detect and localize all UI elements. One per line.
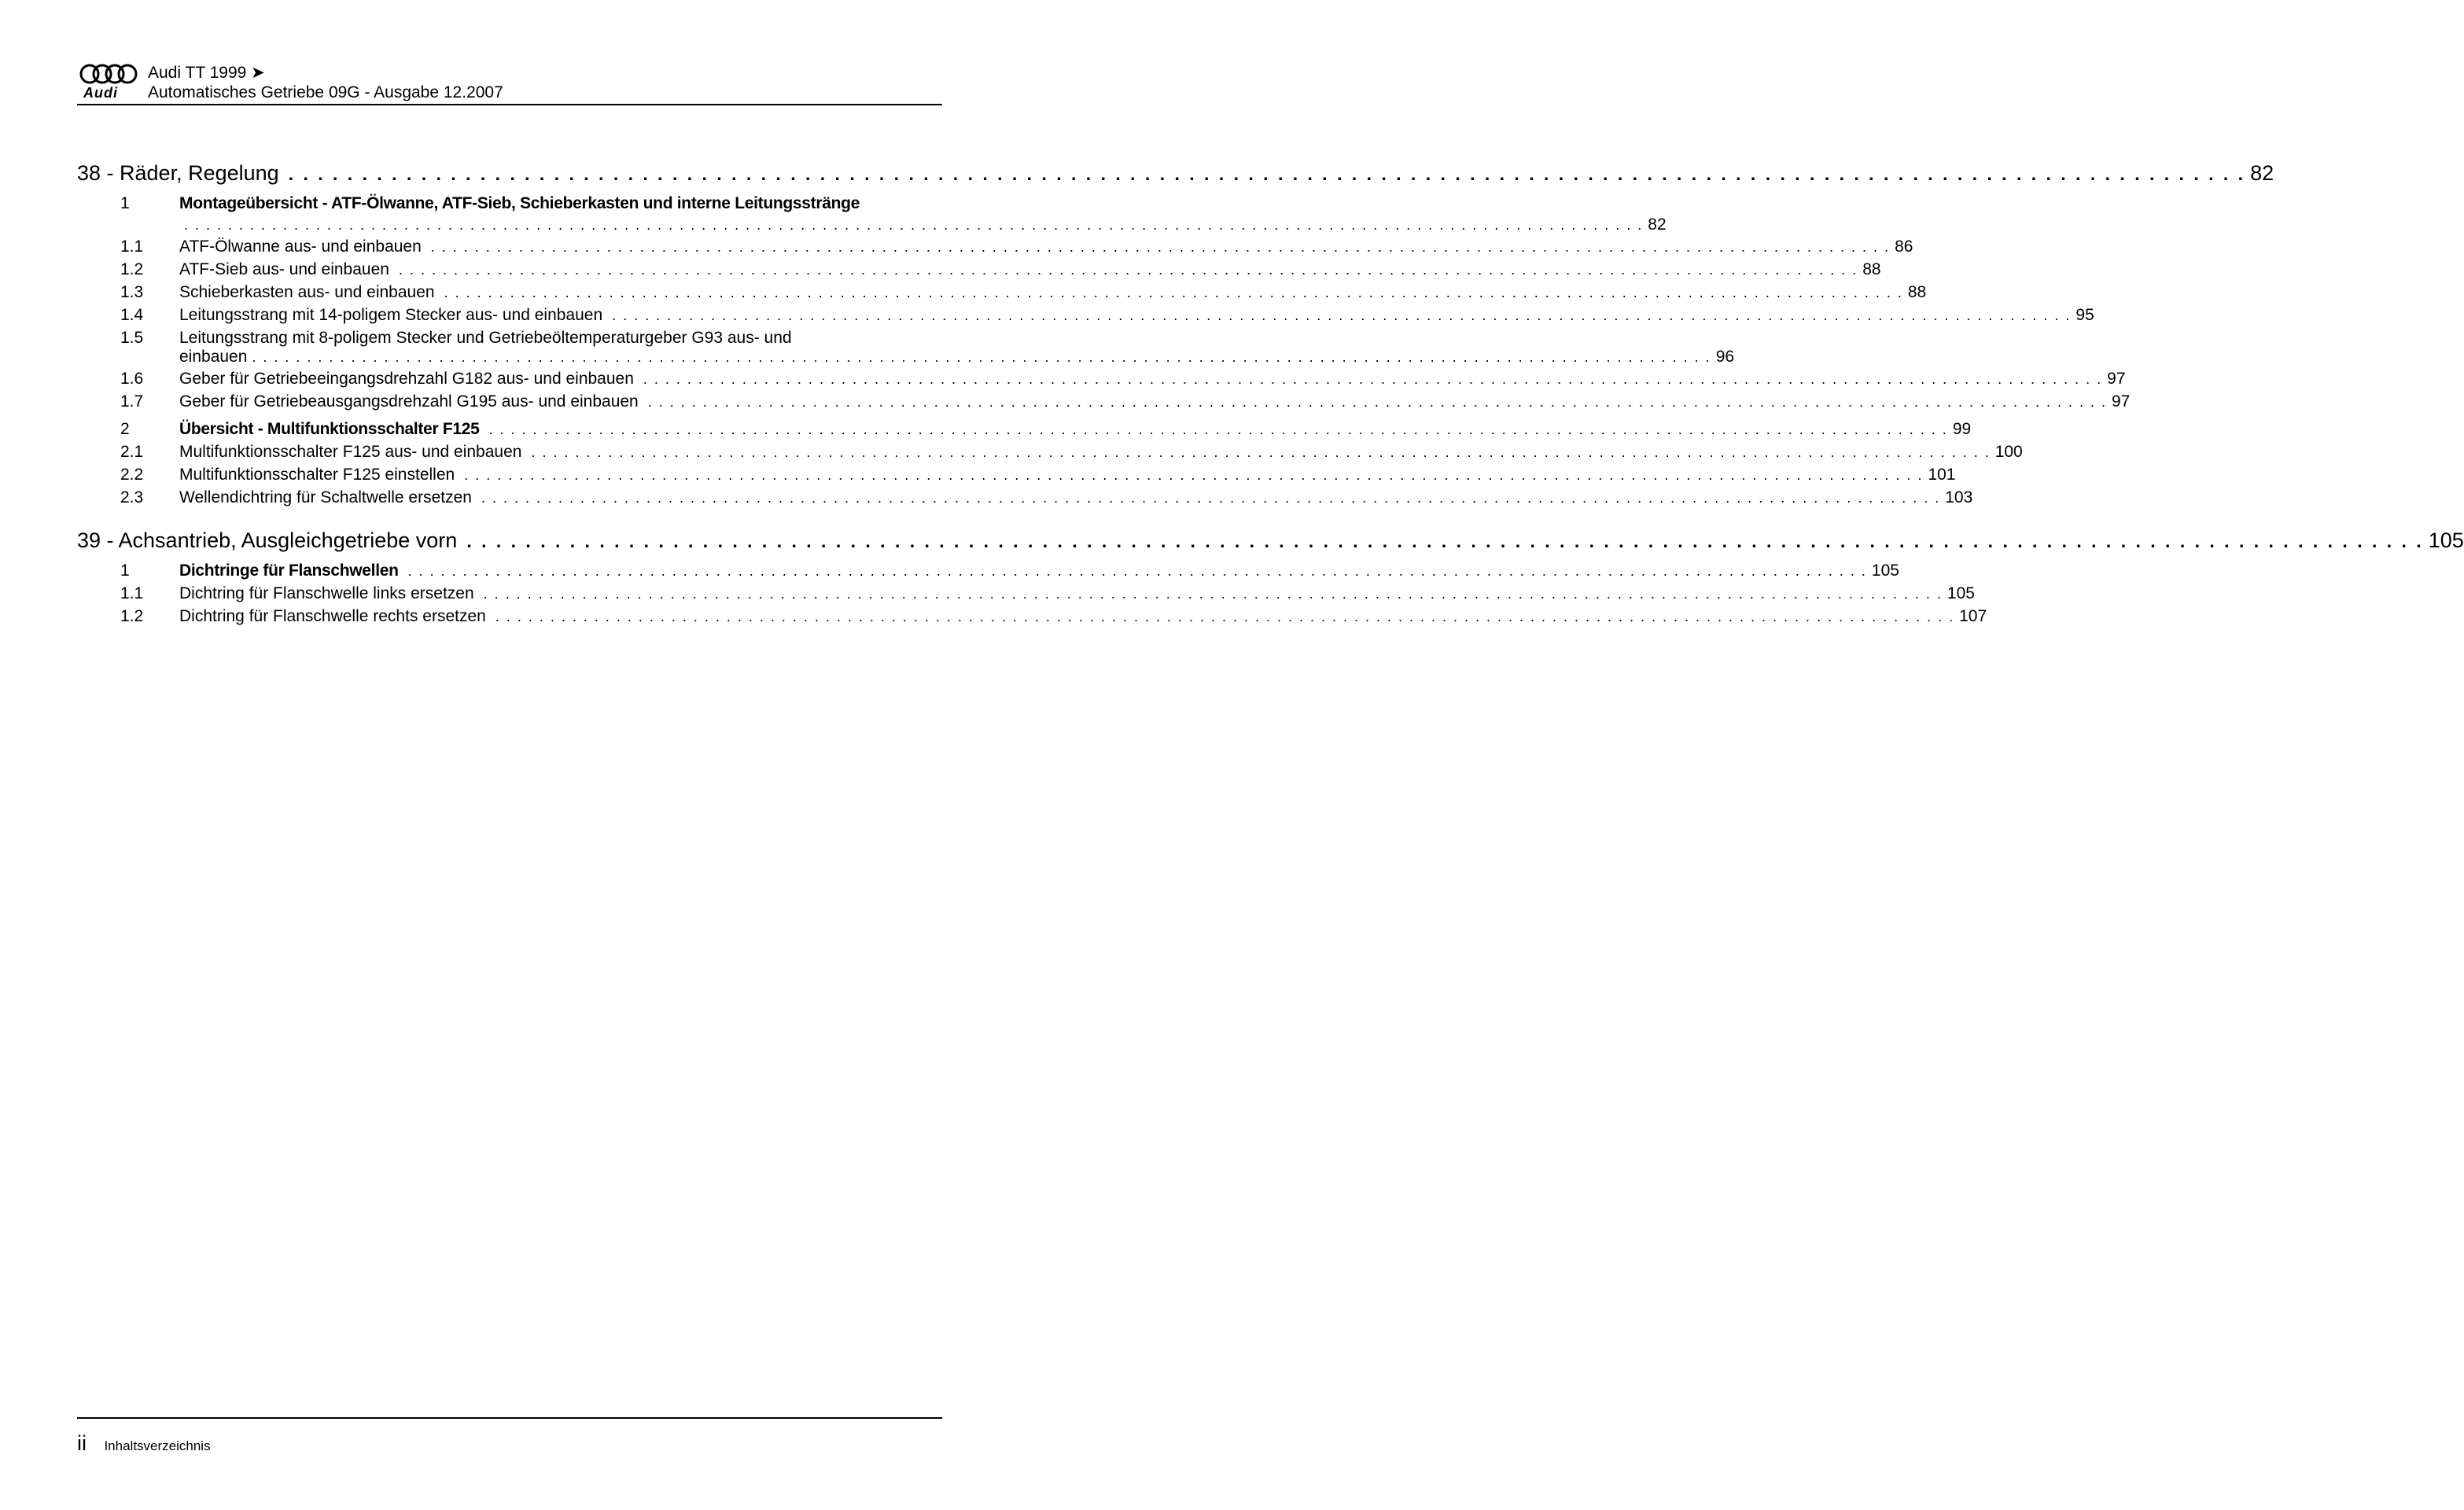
toc-entry-title: Dichtring für Flanschwelle links ersetzen [179, 584, 474, 602]
toc-entry-38-2[interactable] [77, 420, 1972, 443]
toc-page-number: 97 [2107, 370, 2126, 388]
toc-entry-38-1-1[interactable] [77, 238, 1913, 260]
toc-page-number: 105 [1947, 584, 1975, 602]
audi-logo [77, 61, 140, 101]
toc-page-number: 100 [1994, 443, 2023, 461]
audi-wordmark: Audi [83, 85, 118, 101]
page-footer [77, 1431, 211, 1456]
toc-entry-title: Dichtringe für Flanschwellen [179, 562, 399, 580]
toc-entry-title: Dichtring für Flanschwelle rechts ersetzen [179, 607, 486, 625]
toc-entry-title-continued: einbauen [179, 348, 248, 366]
toc-leader: . . . . . . . . . . . . . . . . . . . . . . . . . . . . . . . . . . . . . . . . . . . . . . . . . . . . . . . . . . . . . . . . . . . . . . . . . . . . . . . . . . . . . . . . . . . . . . . . . . . . . . . . . . . . . . . . . . . . . . . . . . . . . . . . . . . . . [483, 586, 1943, 602]
toc-leader: . . . . . . . . . . . . . . . . . . . . . . . . . . . . . . . . . . . . . . . . . . . . . . . . . . . . . . . . . . . . . . . . . . . . . . . . . . . . . . . . . . . . . . . . . . . . . . . . . . . . . . . . . . . . . . . . . . . . . . . . . . . . . . . . . . . . . [643, 371, 2103, 387]
toc-entry-title: Geber für Getriebeausgangsdrehzahl G195 aus- und einbauen [179, 392, 639, 411]
toc-entry-number: 1.2 [120, 260, 144, 278]
toc-page-number: 99 [1952, 420, 1972, 438]
toc-entry-title: Schieberkasten aus- und einbauen [179, 283, 435, 301]
toc-page-number: 86 [1895, 238, 1913, 256]
toc-page-number: 105 [2428, 528, 2464, 552]
audi-rings-icon [79, 63, 138, 85]
toc-page-number: 97 [2112, 392, 2131, 411]
toc-page-number: 88 [1862, 260, 1881, 278]
toc-page-number: 95 [2075, 306, 2094, 324]
toc-leader: . . . . . . . . . . . . . . . . . . . . . . . . . . . . . . . . . . . . . . . . . . . . . . . . . . . . . . . . . . . . . . . . . . . . . . . . . . . . . . . . . . . . . . . . . . . . . . . . . . . . . . . . . . . . . . . . . . . . . . . . . . . . . . . . . . . . . [531, 444, 1991, 460]
toc-entry-38-1-5[interactable] [77, 329, 1735, 370]
toc-entry-38-1-2[interactable] [77, 260, 1881, 283]
toc-entry-number: 1.1 [120, 238, 144, 256]
toc-entry-38-1-3[interactable] [77, 283, 1927, 306]
toc-entry-title: Leitungsstrang mit 8-poligem Stecker und Getriebeöltemperaturgeber G93 aus- und [179, 329, 792, 347]
toc-leader: . . . . . . . . . . . . . . . . . . . . . . . . . . . . . . . . . . . . . . . . . . . . . . . . . . . . . . . . . . . . . . . . . . . . . . . . . . . . . . . . . . . . . . . . . . . . . . . . . . . . . . . . . . . . . . . . . . . . . . . . . . . . . . . . . . . . . [398, 262, 1858, 278]
toc-leader: . . . . . . . . . . . . . . . . . . . . . . . . . . . . . . . . . . . . . . . . . . . . . . . . . . . . . . . . . . . . . . . . . . . . . . . . . . . . . . . . . . . . . . . . . . . . . . . . . . . . . . . . . . . . . . . . . . . . . . . . . . . . . . . . . . . . . [430, 239, 1891, 255]
toc-entry-number: 1.7 [120, 392, 144, 411]
toc-page-number: 105 [1871, 562, 1899, 580]
toc-entry-number: 2.1 [120, 443, 144, 461]
toc-leader: . . . . . . . . . . . . . . . . . . . . . . . . . . . . . . . . . . . . . . . . . . . . . . . . . . . . . . . . . . . . . . . . . . . . . . . . . . . . . . . . . . . . . . . . . . . . . . . . . . . . . . . . . . . . . . . . . . . . . . . . . . . . . . . . . . . . . [184, 217, 1644, 233]
toc-entry-title: Leitungsstrang mit 14-poligem Stecker aus- und einbauen [179, 306, 603, 324]
toc-page-number: 82 [2250, 161, 2274, 185]
toc-entry-38-1-6[interactable] [77, 370, 2126, 392]
toc-chapter-38[interactable] [77, 161, 2274, 188]
toc-leader: . . . . . . . . . . . . . . . . . . . . . . . . . . . . . . . . . . . . . . . . . . . . . . . . . . . . . . . . . . . . . . . . . . . . . . . . . . . . . . . . . . . . . . . . . . . . . . . . . . . . . . . . . . . . . . . . . . . . . . . . . . . . . . . . . . . . . [288, 164, 2246, 184]
toc-entry-number: 2 [120, 420, 130, 438]
footer-section-label: Inhaltsverzeichnis [104, 1438, 211, 1453]
table-of-contents [77, 161, 2464, 630]
header-model-line: Audi TT 1999 ➤ [148, 64, 265, 82]
toc-page-number: 107 [1959, 607, 1987, 625]
toc-entry-number: 1 [120, 194, 130, 212]
toc-entry-38-1-4[interactable] [77, 306, 2094, 329]
toc-entry-39-1-2[interactable] [77, 607, 1987, 630]
toc-entry-number: 1 [120, 562, 130, 580]
toc-leader: . . . . . . . . . . . . . . . . . . . . . . . . . . . . . . . . . . . . . . . . . . . . . . . . . . . . . . . . . . . . . . . . . . . . . . . . . . . . . . . . . . . . . . . . . . . . . . . . . . . . . . . . . . . . . . . . . . . . . . . . . . . . . . . . . . . . . [444, 285, 1903, 300]
page-header [77, 61, 942, 105]
toc-entry-39-1[interactable] [77, 562, 1899, 584]
toc-entry-number: 2.3 [120, 488, 144, 506]
toc-page-number: 82 [1648, 215, 1667, 234]
toc-entry-39-1-1[interactable] [77, 584, 1975, 607]
toc-entry-38-2-3[interactable] [77, 488, 1973, 511]
toc-entry-title: Geber für Getriebeeingangsdrehzahl G182 aus- und einbauen [179, 370, 634, 388]
toc-page-number: 103 [1945, 488, 1973, 506]
toc-page-number: 88 [1907, 283, 1927, 301]
toc-entry-38-1[interactable] [77, 194, 1667, 238]
toc-page-number: 101 [1928, 466, 1956, 484]
toc-leader: . . . . . . . . . . . . . . . . . . . . . . . . . . . . . . . . . . . . . . . . . . . . . . . . . . . . . . . . . . . . . . . . . . . . . . . . . . . . . . . . . . . . . . . . . . . . . . . . . . . . . . . . . . . . . . . . . . . . . . . . . . . . . . . . . . . . . [252, 349, 1711, 365]
toc-page-number: 96 [1715, 348, 1735, 366]
footer-divider [77, 1417, 942, 1419]
toc-leader: . . . . . . . . . . . . . . . . . . . . . . . . . . . . . . . . . . . . . . . . . . . . . . . . . . . . . . . . . . . . . . . . . . . . . . . . . . . . . . . . . . . . . . . . . . . . . . . . . . . . . . . . . . . . . . . . . . . . . . . . . . . . . . . . . . . . . [495, 609, 1955, 624]
toc-entry-number: 1.3 [120, 283, 144, 301]
toc-chapter-39[interactable] [77, 528, 2464, 555]
toc-leader: . . . . . . . . . . . . . . . . . . . . . . . . . . . . . . . . . . . . . . . . . . . . . . . . . . . . . . . . . . . . . . . . . . . . . . . . . . . . . . . . . . . . . . . . . . . . . . . . . . . . . . . . . . . . . . . . . . . . . . . . . . . . . . . . . . . . . [481, 490, 1941, 506]
toc-chapter-title: 39 - Achsantrieb, Ausgleichgetriebe vorn [77, 528, 458, 552]
toc-entry-title: Multifunktionsschalter F125 einstellen [179, 466, 455, 484]
toc-entry-title: ATF-Ölwanne aus- und einbauen [179, 238, 422, 256]
toc-entry-38-2-2[interactable] [77, 466, 1956, 488]
toc-entry-title: ATF-Sieb aus- und einbauen [179, 260, 389, 278]
toc-entry-number: 1.2 [120, 607, 144, 625]
toc-entry-title: Übersicht - Multifunktionsschalter F125 [179, 420, 480, 438]
toc-entry-number: 2.2 [120, 466, 144, 484]
toc-entry-38-1-7[interactable] [77, 392, 2131, 415]
toc-entry-number: 1.4 [120, 306, 144, 324]
footer-page-number: ii [77, 1431, 87, 1455]
toc-chapter-title: 38 - Räder, Regelung [77, 161, 279, 185]
toc-leader: . . . . . . . . . . . . . . . . . . . . . . . . . . . . . . . . . . . . . . . . . . . . . . . . . . . . . . . . . . . . . . . . . . . . . . . . . . . . . . . . . . . . . . . . . . . . . . . . . . . . . . . . . . . . . . . . . . . . . . . . . . . . . . . . . . . . . [647, 394, 2107, 410]
toc-entry-38-2-1[interactable] [77, 443, 2023, 466]
header-divider [77, 104, 942, 105]
toc-leader: . . . . . . . . . . . . . . . . . . . . . . . . . . . . . . . . . . . . . . . . . . . . . . . . . . . . . . . . . . . . . . . . . . . . . . . . . . . . . . . . . . . . . . . . . . . . . . . . . . . . . . . . . . . . . . . . . . . . . . . . . . . . . . . . . . . . . [612, 308, 2072, 323]
toc-entry-number: 1.5 [120, 329, 144, 347]
toc-entry-number: 1.6 [120, 370, 144, 388]
toc-leader: . . . . . . . . . . . . . . . . . . . . . . . . . . . . . . . . . . . . . . . . . . . . . . . . . . . . . . . . . . . . . . . . . . . . . . . . . . . . . . . . . . . . . . . . . . . . . . . . . . . . . . . . . . . . . . . . . . . . . . . . . . . . . . . . . . . . . [466, 531, 2424, 551]
header-subtitle: Automatisches Getriebe 09G - Ausgabe 12.2007 [148, 83, 503, 101]
toc-leader: . . . . . . . . . . . . . . . . . . . . . . . . . . . . . . . . . . . . . . . . . . . . . . . . . . . . . . . . . . . . . . . . . . . . . . . . . . . . . . . . . . . . . . . . . . . . . . . . . . . . . . . . . . . . . . . . . . . . . . . . . . . . . . . . . . . . . [407, 563, 1867, 579]
toc-leader: . . . . . . . . . . . . . . . . . . . . . . . . . . . . . . . . . . . . . . . . . . . . . . . . . . . . . . . . . . . . . . . . . . . . . . . . . . . . . . . . . . . . . . . . . . . . . . . . . . . . . . . . . . . . . . . . . . . . . . . . . . . . . . . . . . . . . [464, 467, 1924, 483]
toc-entry-number: 1.1 [120, 584, 144, 602]
toc-entry-title: Multifunktionsschalter F125 aus- und einbauen [179, 443, 522, 461]
toc-entry-title: Montageübersicht - ATF-Ölwanne, ATF-Sieb, Schieberkasten und interne Leitungsstränge [179, 194, 860, 212]
toc-leader: . . . . . . . . . . . . . . . . . . . . . . . . . . . . . . . . . . . . . . . . . . . . . . . . . . . . . . . . . . . . . . . . . . . . . . . . . . . . . . . . . . . . . . . . . . . . . . . . . . . . . . . . . . . . . . . . . . . . . . . . . . . . . . . . . . . . . [488, 422, 1948, 437]
toc-entry-title: Wellendichtring für Schaltwelle ersetzen [179, 488, 472, 506]
